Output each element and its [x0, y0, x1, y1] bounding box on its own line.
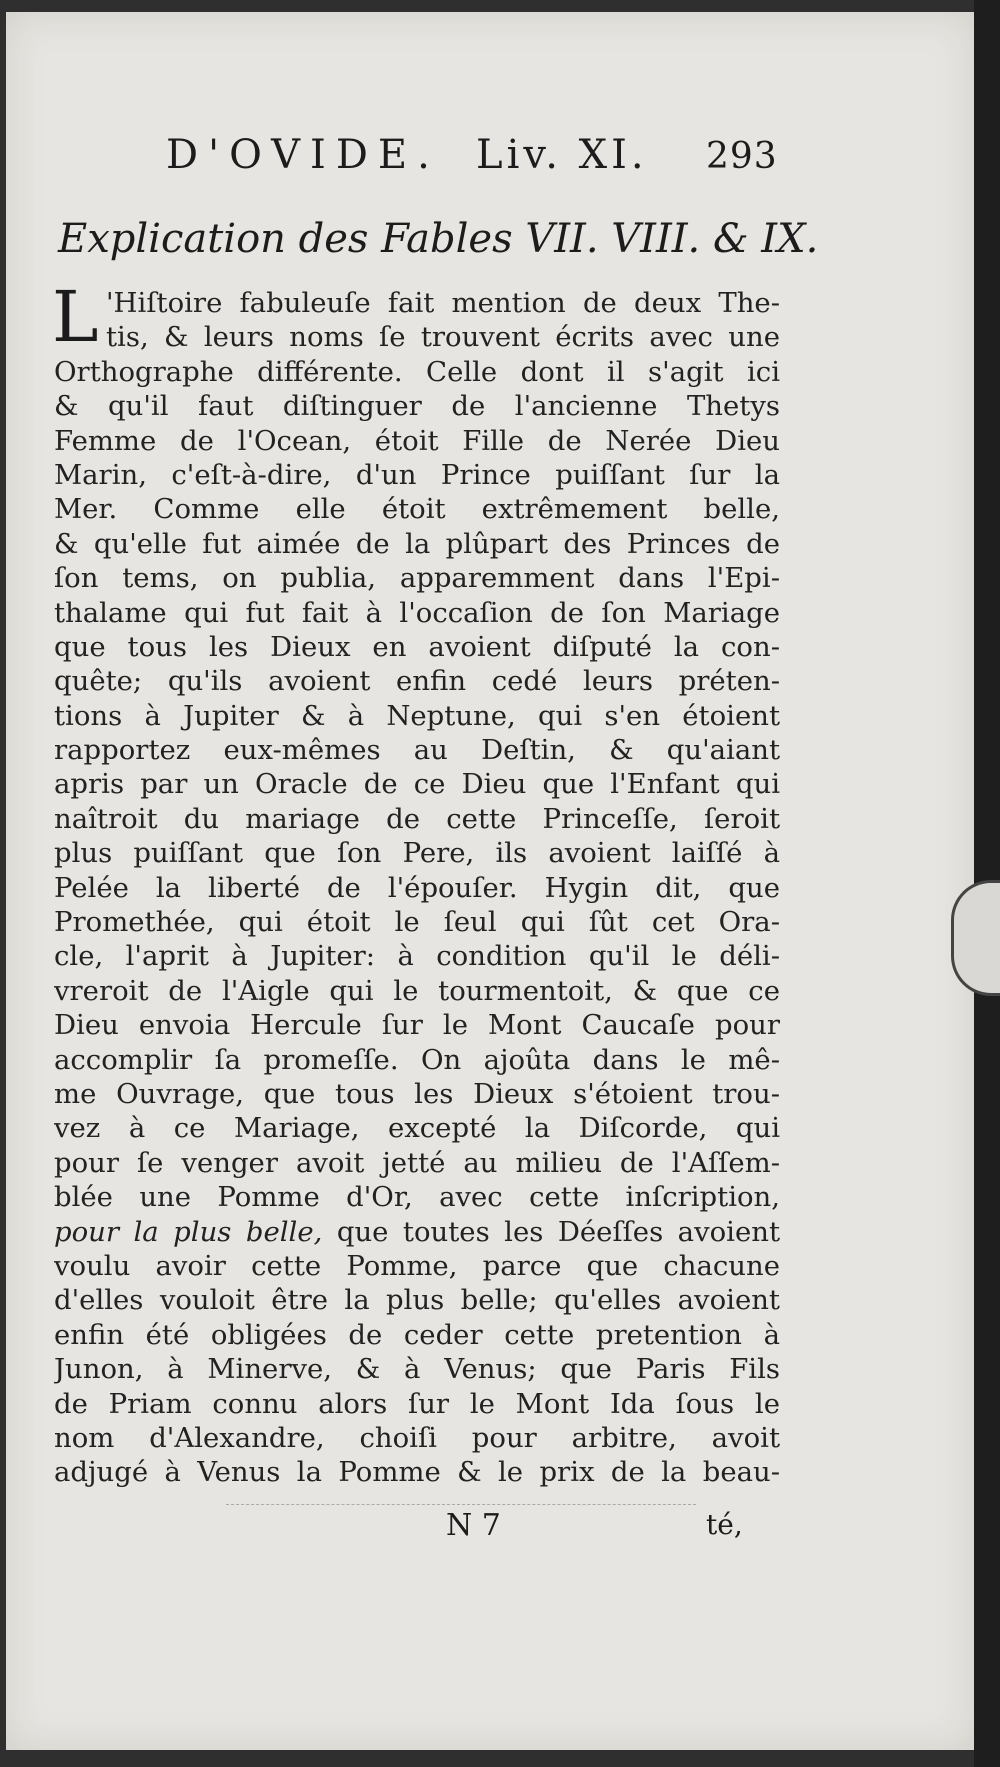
text-line: apris par un Oracle de ce Dieu que l'Enfant qui [54, 768, 780, 801]
text-line: me Ouvrage, que tous les Dieux s'étoient trou- [54, 1077, 780, 1110]
text-line: rapportez eux-mêmes au Deſtin, & qu'aiant [54, 734, 780, 767]
text-line: Pelée la liberté de l'épouſer. Hygin dit, que [54, 871, 780, 904]
text-line-rest: que toutes les Déeſſes avoient [322, 1215, 780, 1248]
text-line: Femme de l'Ocean, étoit Fille de Nerée Dieu [54, 424, 780, 457]
running-head [6, 132, 974, 192]
text-line: accomplir ſa promeſſe. On ajoûta dans le mê- [54, 1043, 780, 1076]
italic-inscription: pour la plus belle, [54, 1215, 323, 1248]
text-line: Dieu envoia Hercule ſur le Mont Caucaſe pour [54, 1009, 780, 1042]
book-page [6, 12, 974, 1750]
text-line: quête; qu'ils avoient enfin cedé leurs préten- [54, 665, 780, 698]
text-line: adjugé à Venus la Pomme & le prix de la beau- [54, 1456, 780, 1489]
text-line: d'elles vouloit être la plus belle; qu'elles avoient [54, 1284, 780, 1317]
text-line: 'Hiſtoire fabuleuſe fait mention de deux The- [106, 287, 780, 319]
drop-cap: L [52, 276, 99, 358]
text-line: voulu avoir cette Pomme, parce que chacune [54, 1249, 780, 1282]
page-clip-tab [951, 880, 1000, 996]
text-line: Marin, c'eſt-à-dire, d'un Prince puiſſant ſur la [54, 458, 780, 491]
text-line: nom d'Alexandre, choiſi pour arbitre, avoit [54, 1421, 780, 1454]
text-line [54, 1215, 780, 1249]
bottom-rule [226, 1504, 696, 1505]
running-head-book: Liv. XI. [476, 132, 648, 178]
text-line: blée une Pomme d'Or, avec cette inſcription, [54, 1181, 780, 1214]
text-line: Orthographe différente. Celle dont il s'agit ici [54, 355, 780, 388]
catchword: té, [706, 1508, 743, 1541]
text-line: & qu'il faut diſtinguer de l'ancienne Thetys [54, 390, 780, 423]
running-head-title: D'OVIDE. [166, 132, 440, 178]
body-text [52, 276, 780, 1490]
page-number: 293 [706, 136, 778, 177]
text-line: vez à ce Mariage, excepté la Diſcorde, qui [54, 1112, 780, 1145]
text-line: que tous les Dieux en avoient diſputé la con- [54, 630, 780, 663]
text-line: plus puiſſant que ſon Pere, ils avoient laiſſé à [54, 837, 780, 870]
page-footer [6, 1508, 974, 1558]
section-title: Explication des Fables VII. VIII. & IX. [58, 216, 819, 262]
text-line: tis, & leurs noms ſe trouvent écrits avec une [106, 321, 780, 354]
text-line: vreroit de l'Aigle qui le tourmentoit, & que ce [54, 974, 780, 1007]
text-line: naîtroit du mariage de cette Princeſſe, ſeroit [54, 802, 780, 835]
text-line: enfin été obligées de ceder cette pretention à [54, 1318, 780, 1351]
text-line: pour ſe venger avoit jetté au milieu de l'Aſſem- [54, 1146, 780, 1179]
text-line: thalame qui fut fait à l'occaſion de ſon Mariage [54, 596, 780, 629]
text-line: Promethée, qui étoit le ſeul qui ſût cet Ora- [54, 906, 780, 939]
text-line: Mer. Comme elle étoit extrêmement belle, [54, 493, 780, 526]
text-line: de Priam connu alors ſur le Mont Ida ſous le [54, 1387, 780, 1420]
text-line: tions à Jupiter & à Neptune, qui s'en étoient [54, 699, 780, 732]
text-line: & qu'elle fut aimée de la plûpart des Princes de [54, 527, 780, 560]
text-line: Junon, à Minerve, & à Venus; que Paris Fils [54, 1353, 780, 1386]
text-line: ſon tems, on publia, apparemment dans l'Epi- [54, 562, 780, 595]
text-line: cle, l'aprit à Jupiter: à condition qu'il le déli- [54, 940, 780, 973]
signature-mark: N 7 [446, 1508, 501, 1543]
